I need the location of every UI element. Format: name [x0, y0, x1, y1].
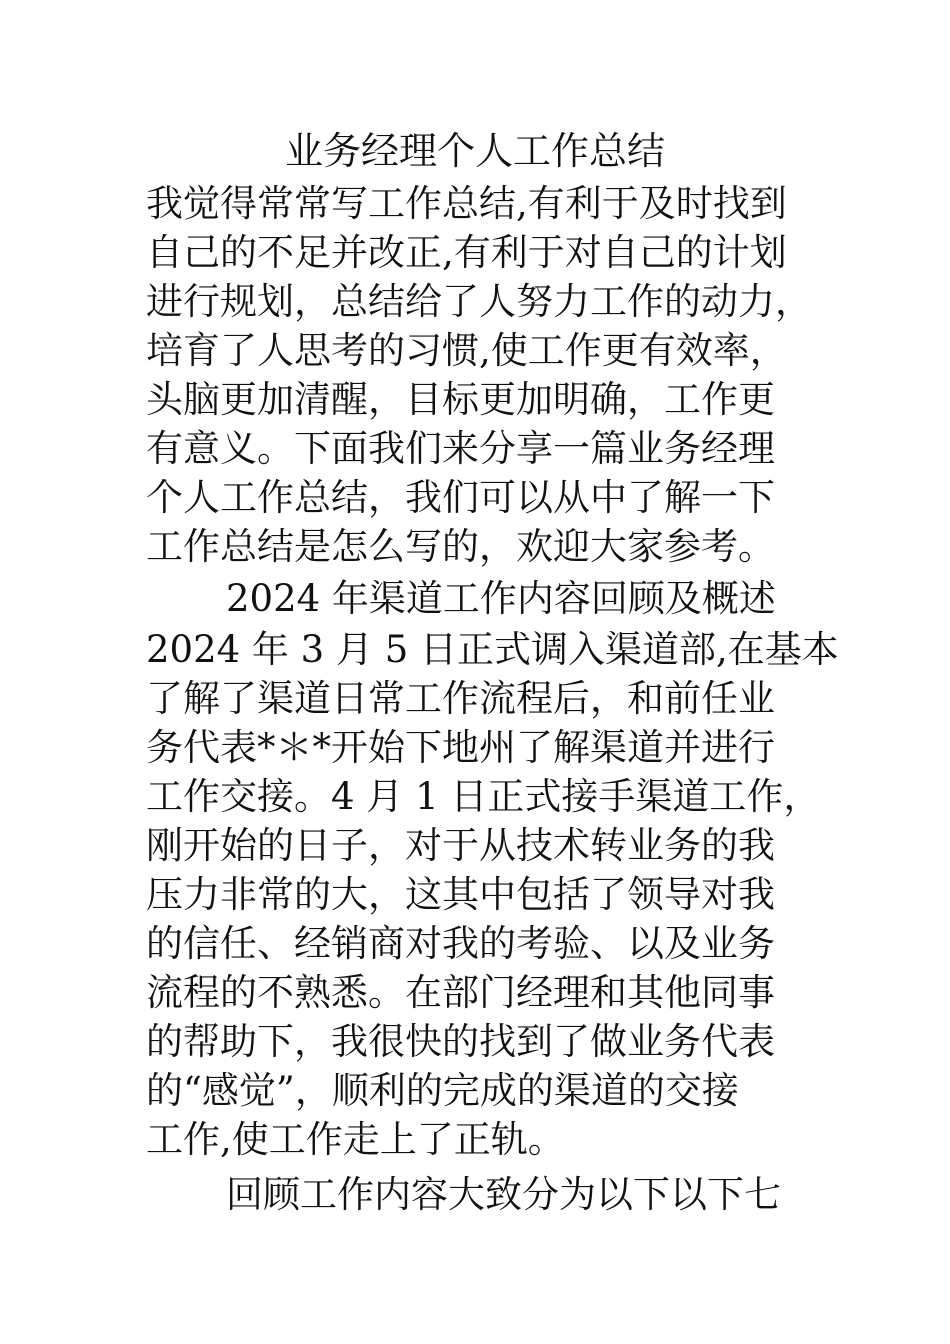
section-heading: 2024 年渠道工作内容回顾及概述 [226, 577, 776, 620]
paragraph-line: 务代表*＊*开始下地州了解渠道并进行 [146, 726, 775, 769]
paragraph-line: 压力非常的大，这其中包括了领导对我 [146, 873, 775, 916]
paragraph-line: 的帮助下，我很快的找到了做业务代表 [146, 1020, 775, 1063]
paragraph-line: 回顾工作内容大致分为以下以下七 [226, 1173, 781, 1216]
paragraph-line: 自己的不足并改正,有利于对自己的计划 [146, 231, 787, 274]
paragraph-line: 培育了人思考的习惯,使工作更有效率， [146, 329, 787, 372]
paragraph-line: 工作,使工作走上了正轨。 [146, 1118, 565, 1161]
document-title: 业务经理个人工作总结 [284, 129, 665, 173]
paragraph-line: 个人工作总结，我们可以从中了解一下 [146, 476, 775, 519]
paragraph-line: 流程的不熟悉。在部门经理和其他同事 [146, 971, 775, 1014]
paragraph-line: 工作总结是怎么写的，欢迎大家参考。 [146, 525, 775, 568]
paragraph-line: 了解了渠道日常工作流程后，和前任业 [146, 677, 775, 720]
paragraph-line: 刚开始的日子，对于从技术转业务的我 [146, 824, 775, 867]
paragraph-line: 的“感觉”，顺利的完成的渠道的交接 [146, 1069, 739, 1112]
paragraph-line: 头脑更加清醒，目标更加明确，工作更 [146, 378, 775, 421]
paragraph-line: 有意义。下面我们来分享一篇业务经理 [146, 427, 775, 470]
paragraph-line: 2024 年 3 月 5 日正式调入渠道部,在基本 [146, 628, 839, 671]
paragraph-line: 工作交接。4 月 1 日正式接手渠道工作， [146, 775, 821, 818]
paragraph-line: 我觉得常常写工作总结,有利于及时找到 [146, 182, 787, 225]
paragraph-line: 的信任、经销商对我的考验、以及业务 [146, 922, 775, 965]
paragraph-line: 进行规划，总结给了人努力工作的动力， [146, 280, 812, 323]
